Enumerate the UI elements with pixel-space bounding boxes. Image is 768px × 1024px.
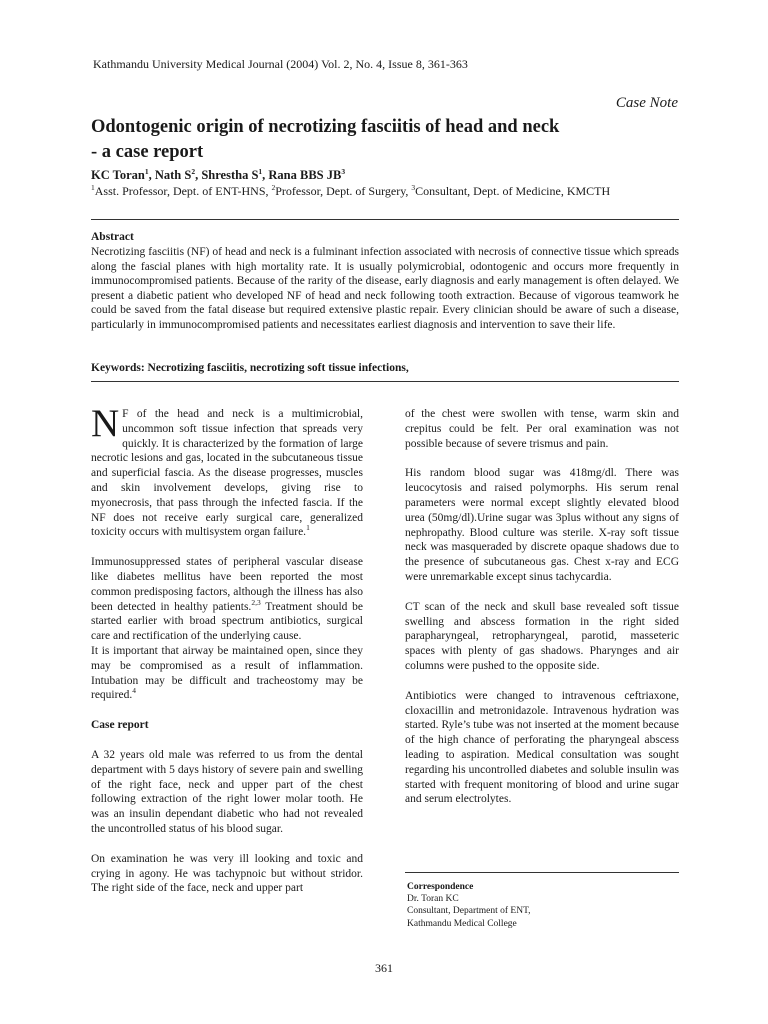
author-2-affil: 2 <box>191 167 196 176</box>
labs-paragraph: His random blood sugar was 418mg/dl. There was leucocytosis and raised polymorphs. His serum renal parameters were normal except slightly elevated blood urea (50mg/dl).Urine sugar was 3plus without any signs of nephropathy. Blood culture was sterile. X-ray soft tissue neck was masqueraded by discrete opaque shadows due to the presence of subcutaneous gas. Chest x-ray and ECG were unremarkable except sinus tachycardia. <box>405 467 679 583</box>
intro-text: F of the head and neck is a multimicrobial, uncommon soft tissue infection that spreads very quickly. It is characterized by the formation of large necrotic lesions and gas, located in the subcutaneous tissue and superficial fascia. As the disease progresses, muscles and skin involvement develops, giving rise to myonecrosis, that pass through the infected fascia. If the NF does not receive early surgical care, generalized toxicity occurs with multisystem organ failure. <box>91 408 363 539</box>
treatment-text: Treatment should be started earlier with broad spectrum antibiotics, surgical care and rectification of the underlying cause. <box>91 600 363 643</box>
author-1-affil: 1 <box>144 167 149 176</box>
article-type-label: Case Note <box>615 95 678 111</box>
ref-2-3: 2,3 <box>251 597 261 607</box>
ref-4: 4 <box>132 686 136 696</box>
correspondence-heading: Correspondence <box>407 882 474 892</box>
treatment-paragraph: Antibiotics were changed to intravenous ceftriaxone, cloxacillin and metronidazole. Intravenous hydration was started. Ryle’s tube was not inserted at the moment because of the high chance of perforating the pharyngeal abscess leading to aspiration. Medical consultation was sought regarding his uncontrolled diabetes and soluble insulin was started with frequent monitoring of blood and urine sugar and serum electrolytes. <box>405 689 679 806</box>
correspondence-name: Dr. Toran KC <box>407 894 459 905</box>
correspondence-institution: Kathmandu Medical College <box>407 918 517 929</box>
case-report-paragraph: A 32 years old male was referred to us from the dental department with 5 days history of severe pain and swelling of the right face, neck and upper part of the chest following extraction of the right lower molar tooth. He was an insulin dependant diabetic who had not revealed the uncontrolled status of his blood sugar. <box>91 748 363 835</box>
correspondence-block <box>407 881 531 930</box>
affil-3-mark: 3 <box>411 183 416 192</box>
predisposing-paragraph <box>91 555 363 644</box>
examination-paragraph: On examination he was very ill looking and toxic and crying in agony. He was tachypnoic but without stridor. The right side of the face, neck and upper part <box>91 852 363 895</box>
affil-2-mark: 2 <box>271 183 276 192</box>
correspondence-position: Consultant, Department of ENT, <box>407 906 531 917</box>
author-3-affil: 1 <box>258 167 263 176</box>
affil-2: Professor, Dept. of Surgery, <box>275 184 412 198</box>
airway-text: It is important that airway be maintained open, since they may be compromised as a result of inflammation. Intubation may be difficult and tracheostomy may be required. <box>91 644 363 702</box>
correspondence-divider <box>405 872 679 873</box>
abstract-heading: Abstract <box>91 231 134 243</box>
affil-1: Asst. Professor, Dept. of ENT-HNS, <box>94 184 272 198</box>
author-3: Shrestha S <box>201 168 259 182</box>
ct-scan-paragraph: CT scan of the neck and skull base revealed soft tissue swelling and abscess formation in the right sided parapharyngeal, retropharyngeal, parotid, masseteric spaces with plenty of gas shadows. Pharynges and air columns were pushed to the opposite side. <box>405 600 679 672</box>
title-line-2: - a case report <box>91 142 204 162</box>
title-line-1: Odontogenic origin of necrotizing fasciitis of head and neck <box>91 117 560 137</box>
abstract-text: Necrotizing fasciitis (NF) of head and neck is a fulminant infection associated with necrosis of connective tissue which spreads along the fascial planes with high mortality rate. It is usually polymicrobial, odontogenic and occurs more frequently in immunocompromised patients. Because of the rarity of the disease, early diagnosis and early management is often delayed. We present a diabetic patient who developed NF of head and neck following tooth extraction. Because of vigorous teamwork he could be saved from the fatal disease but required extensive plastic repair. Every clinician should be aware of such a disease, particularly in immunocompromised patients and necessitates earliest diagnosis and intervention to save their life. <box>91 246 679 331</box>
author-list: KC Toran$^1$, Nath $S^2$, Shrestha $S^1$, Rana BBS $JB^3$ <box>91 167 346 182</box>
affil-1-mark: 1 <box>91 183 95 192</box>
author-4-affil: 3 <box>341 167 346 176</box>
chest-paragraph: of the chest were swollen with tense, warm skin and crepitus could be felt. Per oral examination was not possible because of severe trismus and pain. <box>405 408 679 450</box>
predisposing-text: Immunosuppressed states of peripheral vascular disease like diabetes mellitus have been reported the most common predisposing factors, although the illness has also been detected in healthy patients. <box>91 556 363 613</box>
page-number: 361 <box>375 961 393 975</box>
case-report-heading: Case report <box>91 719 149 732</box>
author-1: KC Toran <box>91 168 145 182</box>
affiliations <box>91 184 610 199</box>
intro-paragraph <box>91 402 363 540</box>
abstract-divider <box>91 381 679 382</box>
left-column <box>91 402 363 911</box>
drop-cap: N <box>91 402 120 445</box>
journal-reference: Kathmandu University Medical Journal (2004) Vol. 2, No. 4, Issue 8, 361-363 <box>93 57 468 71</box>
article-title <box>91 115 681 165</box>
ref-1: 1 <box>306 523 310 533</box>
affil-3: Consultant, Dept. of Medicine, KMCTH <box>415 184 611 198</box>
author-2: Nath S <box>154 168 192 182</box>
right-column <box>405 407 679 822</box>
header-divider <box>91 219 679 220</box>
author-4: Rana BBS JB <box>268 168 342 182</box>
airway-paragraph <box>91 644 363 703</box>
keywords: Keywords: Necrotizing fasciitis, necrotizing soft tissue infections, <box>91 362 409 374</box>
